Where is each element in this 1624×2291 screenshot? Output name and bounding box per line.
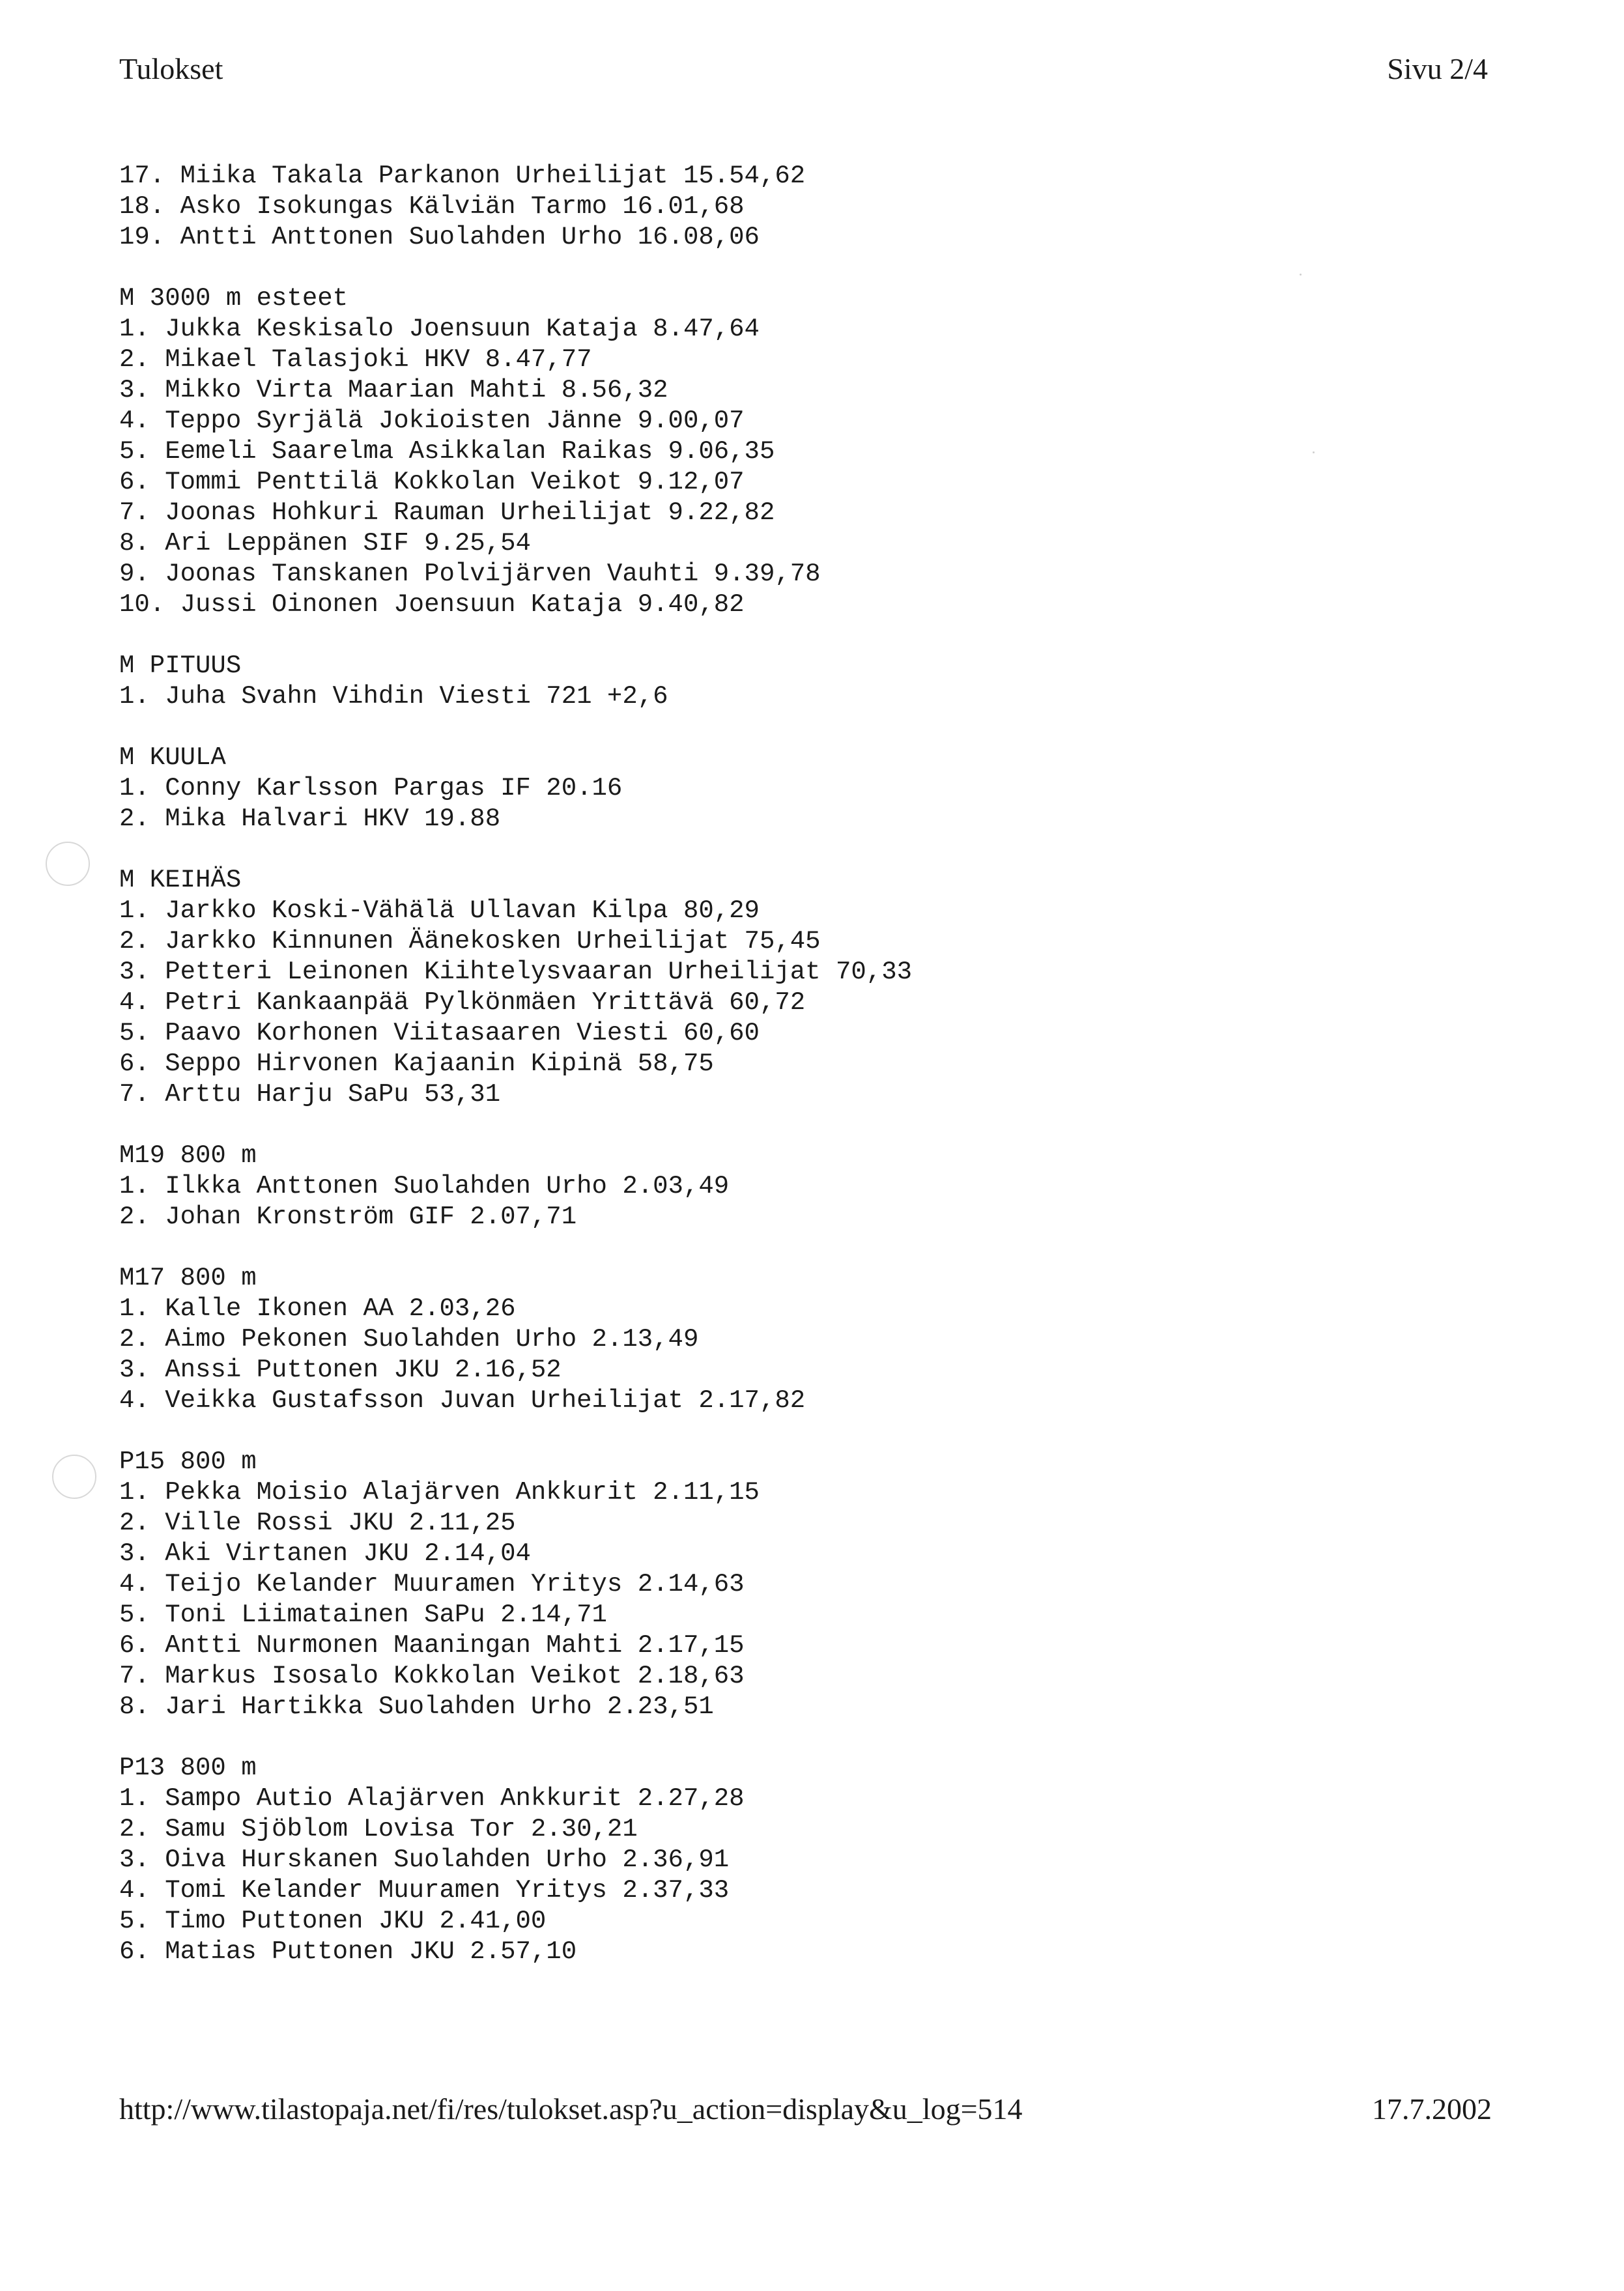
result-line: 2. Ville Rossi JKU 2.11,25: [119, 1509, 516, 1537]
result-line: 7. Joonas Hohkuri Rauman Urheilijat 9.22,82: [119, 498, 775, 527]
result-line: 5. Eemeli Saarelma Asikkalan Raikas 9.06,35: [119, 437, 775, 466]
page-header-title: Tulokset: [119, 52, 223, 85]
result-section: [119, 743, 912, 834]
result-line: 3. Oiva Hurskanen Suolahden Urho 2.36,91: [119, 1845, 730, 1874]
result-section: [119, 1447, 912, 1722]
result-line: 9. Joonas Tanskanen Polvijärven Vauhti 9.39,78: [119, 560, 821, 588]
scan-speck: [1313, 451, 1315, 453]
result-line: 18. Asko Isokungas Kälviän Tarmo 16.01,68: [119, 192, 745, 221]
result-line: 2. Mikael Talasjoki HKV 8.47,77: [119, 345, 592, 374]
result-line: 1. Juha Svahn Vihdin Viesti 721 +2,6: [119, 682, 668, 711]
result-line: 3. Petteri Leinonen Kiihtelysvaaran Urheilijat 70,33: [119, 958, 912, 986]
result-line: 8. Jari Hartikka Suolahden Urho 2.23,51: [119, 1692, 714, 1721]
scan-speck: [1300, 274, 1302, 276]
event-heading: M PITUUS: [119, 651, 242, 680]
print-date: 17.7.2002: [1372, 2092, 1492, 2126]
result-line: 5. Toni Liimatainen SaPu 2.14,71: [119, 1601, 607, 1629]
result-line: 6. Seppo Hirvonen Kajaanin Kipinä 58,75: [119, 1049, 714, 1078]
result-line: 2. Mika Halvari HKV 19.88: [119, 804, 501, 833]
result-line: 6. Matias Puttonen JKU 2.57,10: [119, 1937, 577, 1966]
result-line: 8. Ari Leppänen SIF 9.25,54: [119, 529, 531, 558]
event-heading: M KUULA: [119, 743, 226, 772]
result-line: 6. Tommi Penttilä Kokkolan Veikot 9.12,07: [119, 468, 745, 496]
result-section: [119, 1753, 912, 1967]
source-url: http://www.tilastopaja.net/fi/res/tulokset.asp?u_action=display&u_log=514: [119, 2092, 1023, 2126]
result-line: 2. Johan Kronström GIF 2.07,71: [119, 1202, 577, 1231]
result-line: 4. Tomi Kelander Muuramen Yritys 2.37,33: [119, 1876, 730, 1905]
result-line: 1. Jarkko Koski-Vähälä Ullavan Kilpa 80,29: [119, 896, 760, 925]
result-line: 1. Conny Karlsson Pargas IF 20.16: [119, 774, 623, 803]
result-section: [119, 283, 912, 620]
result-line: 5. Timo Puttonen JKU 2.41,00: [119, 1907, 547, 1935]
result-line: 3. Anssi Puttonen JKU 2.16,52: [119, 1356, 562, 1384]
result-line: 10. Jussi Oinonen Joensuun Kataja 9.40,82: [119, 590, 745, 619]
result-line: 17. Miika Takala Parkanon Urheilijat 15.54,62: [119, 162, 806, 190]
result-section: [119, 1263, 912, 1416]
results-list: [119, 161, 912, 1967]
event-heading: M19 800 m: [119, 1141, 257, 1170]
result-line: 4. Teppo Syrjälä Jokioisten Jänne 9.00,07: [119, 406, 745, 435]
punch-hole-lower: [52, 1455, 96, 1499]
event-heading: M 3000 m esteet: [119, 284, 349, 313]
result-line: 7. Markus Isosalo Kokkolan Veikot 2.18,63: [119, 1662, 745, 1690]
result-line: 1. Pekka Moisio Alajärven Ankkurit 2.11,15: [119, 1478, 760, 1507]
event-heading: P13 800 m: [119, 1754, 257, 1782]
result-line: 2. Jarkko Kinnunen Äänekosken Urheilijat 75,45: [119, 927, 821, 956]
result-line: 4. Veikka Gustafsson Juvan Urheilijat 2.17,82: [119, 1386, 806, 1415]
result-section: [119, 651, 912, 712]
event-heading: M17 800 m: [119, 1264, 257, 1292]
event-heading: M KEIHÄS: [119, 866, 242, 894]
result-line: 1. Sampo Autio Alajärven Ankkurit 2.27,28: [119, 1784, 745, 1813]
result-line: 2. Aimo Pekonen Suolahden Urho 2.13,49: [119, 1325, 699, 1354]
result-line: 7. Arttu Harju SaPu 53,31: [119, 1080, 501, 1109]
result-line: 4. Teijo Kelander Muuramen Yritys 2.14,63: [119, 1570, 745, 1599]
result-line: 19. Antti Anttonen Suolahden Urho 16.08,06: [119, 223, 760, 251]
result-section: [119, 1141, 912, 1232]
punch-hole-upper: [46, 842, 90, 886]
result-section: [119, 865, 912, 1110]
page-number: Sivu 2/4: [1387, 52, 1488, 85]
result-line: 5. Paavo Korhonen Viitasaaren Viesti 60,60: [119, 1019, 760, 1047]
result-line: 1. Ilkka Anttonen Suolahden Urho 2.03,49: [119, 1172, 730, 1201]
result-line: 4. Petri Kankaanpää Pylkönmäen Yrittävä 60,72: [119, 988, 806, 1017]
result-line: 1. Kalle Ikonen AA 2.03,26: [119, 1294, 516, 1323]
result-section: [119, 161, 912, 253]
event-heading: P15 800 m: [119, 1447, 257, 1476]
result-line: 3. Aki Virtanen JKU 2.14,04: [119, 1539, 531, 1568]
result-line: 6. Antti Nurmonen Maaningan Mahti 2.17,15: [119, 1631, 745, 1660]
result-line: 2. Samu Sjöblom Lovisa Tor 2.30,21: [119, 1815, 638, 1843]
result-line: 1. Jukka Keskisalo Joensuun Kataja 8.47,64: [119, 315, 760, 343]
result-line: 3. Mikko Virta Maarian Mahti 8.56,32: [119, 376, 668, 405]
